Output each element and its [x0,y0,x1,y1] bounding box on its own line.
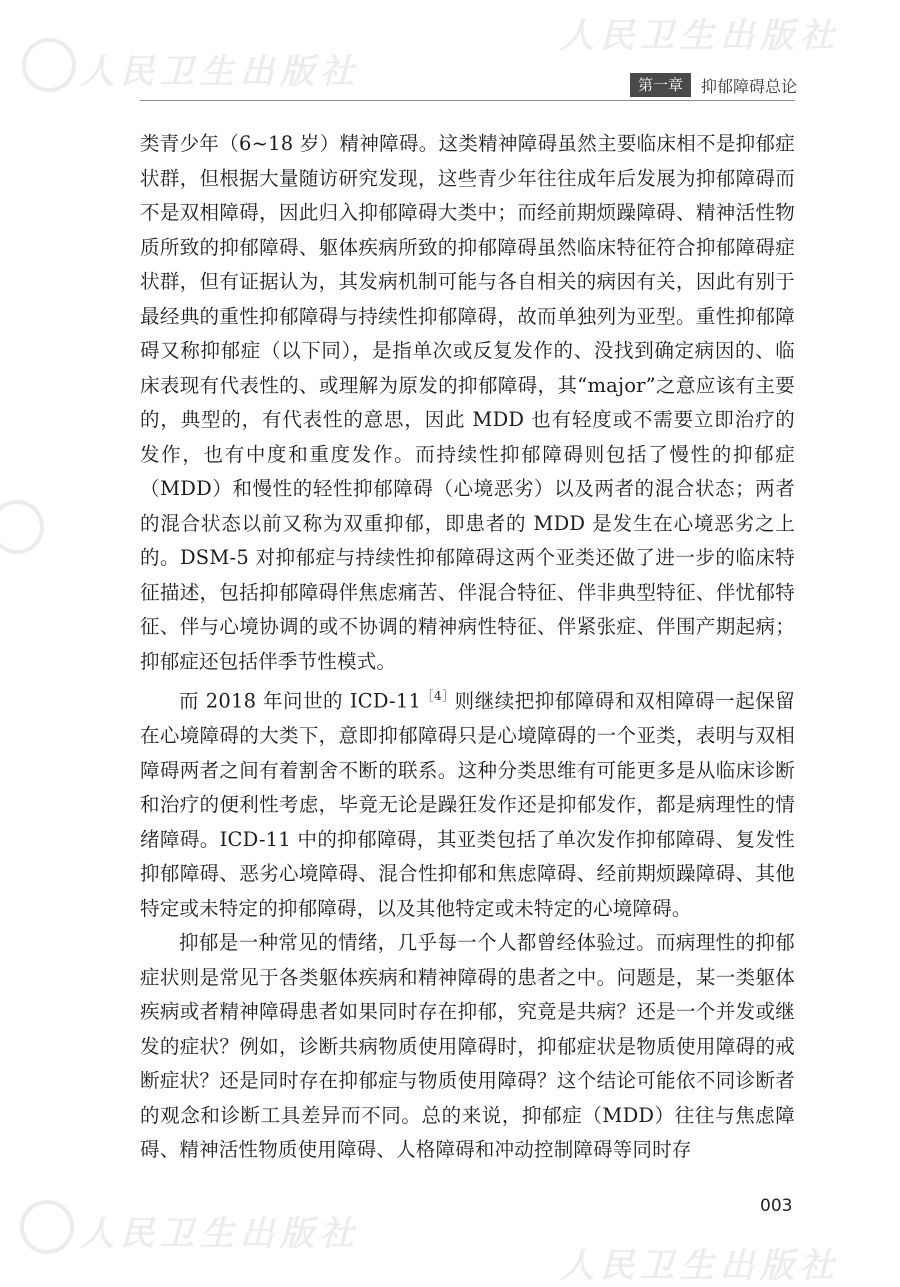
citation-reference[interactable]: ［4］ [421,689,455,703]
page-body [140,127,795,1168]
watermark-seal [20,1200,74,1254]
paragraph-text: 则继续把抑郁障碍和双相障碍一起保留在心境障碍的大类下，意即抑郁障碍只是心境障碍的一个亚类，表明与双相障碍两者之间有着割舍不断的联系。这种分类思维有可能更多是从临床诊断和治疗的便利性考虑，毕竟无论是躁狂发作还是抑郁发作，都是病理性的情绪障碍。ICD-11 中的抑郁障碍，其亚类包括了单次发作抑郁障碍、复发性抑郁障碍、恶劣心境障碍、混合性抑郁和焦虑障碍、经前期烦躁障碍、其他特定或未特定的抑郁障碍，以及其他特定或未特定的心境障碍。 [140,689,795,920]
watermark-text: 人民卫生出版社 [560,1246,840,1286]
paragraph: 抑郁是一种常见的情绪，几乎每一个人都曾经体验过。而病理性的抑郁症状则是常见于各类躯体疾病和精神障碍的患者之中。问题是，某一类躯体疾病或者精神障碍患者如果同时存在抑郁，究竟是共病？还是一个并发或继发的症状？例如，诊断共病物质使用障碍时，抑郁症状是物质使用障碍的戒断症状？还是同时存在抑郁症与物质使用障碍？这个结论可能依不同诊断者的观念和诊断工具差异而不同。总的来说，抑郁症（MDD）往往与焦虑障碍、精神活性物质使用障碍、人格障碍和冲动控制障碍等同时存 [140,931,795,1161]
watermark-text: 人民卫生出版社 [560,16,840,56]
paragraph [140,679,795,926]
paragraph: 类青少年（6~18 岁）精神障碍。这类精神障碍虽然主要临床相不是抑郁症状群，但根据大量随访研究发现，这些青少年往往成年后发展为抑郁障碍而不是双相障碍，因此归入抑郁障碍大类中；而经前期烦躁障碍、精神活性物质所致的抑郁障碍、躯体疾病所致的抑郁障碍虽然临床特征符合抑郁障碍症状群，但有证据认为，其发病机制可能与各自相关的病因有关，因此有别于最经典的重性抑郁障碍与持续性抑郁障碍，故而单独列为亚型。重性抑郁障碍又称抑郁症（以下同），是指单次或反复发作的、没找到确定病因的、临床表现有代表性的、或理解为原发的抑郁障碍，其“major”之意应该有主要的，典型的，有代表性的意思，因此 MDD 也有轻度或不需要立即治疗的发作，也有中度和重度发作。而持续性抑郁障碍则包括了慢性的抑郁症（MDD）和慢性的轻性抑郁障碍（心境恶劣）以及两者的混合状态；两者的混合状态以前又称为双重抑郁，即患者的 MDD 是发生在心境恶劣之上的。DSM-5 对抑郁症与持续性抑郁障碍这两个亚类还做了进一步的临床特征描述，包括抑郁障碍伴焦虑痛苦、伴混合特征、伴非典型特征、伴忧郁特征、伴与心境协调的或不协调的精神病性特征、伴紧张症、伴围产期起病；抑郁症还包括伴季节性模式。 [140,132,795,673]
watermark-text: 人民卫生出版社 [80,52,360,92]
watermark-text: 人民卫生出版社 [80,1214,360,1254]
chapter-title: 抑郁障碍总论 [701,76,798,96]
page-number: 003 [760,1196,793,1216]
header-rule [140,100,795,101]
watermark-seal [0,500,44,554]
running-header [630,72,797,98]
chapter-label: 第一章 [630,73,691,97]
watermark-seal [22,38,76,92]
paragraph-text: 而 2018 年问世的 ICD-11 [179,689,422,713]
